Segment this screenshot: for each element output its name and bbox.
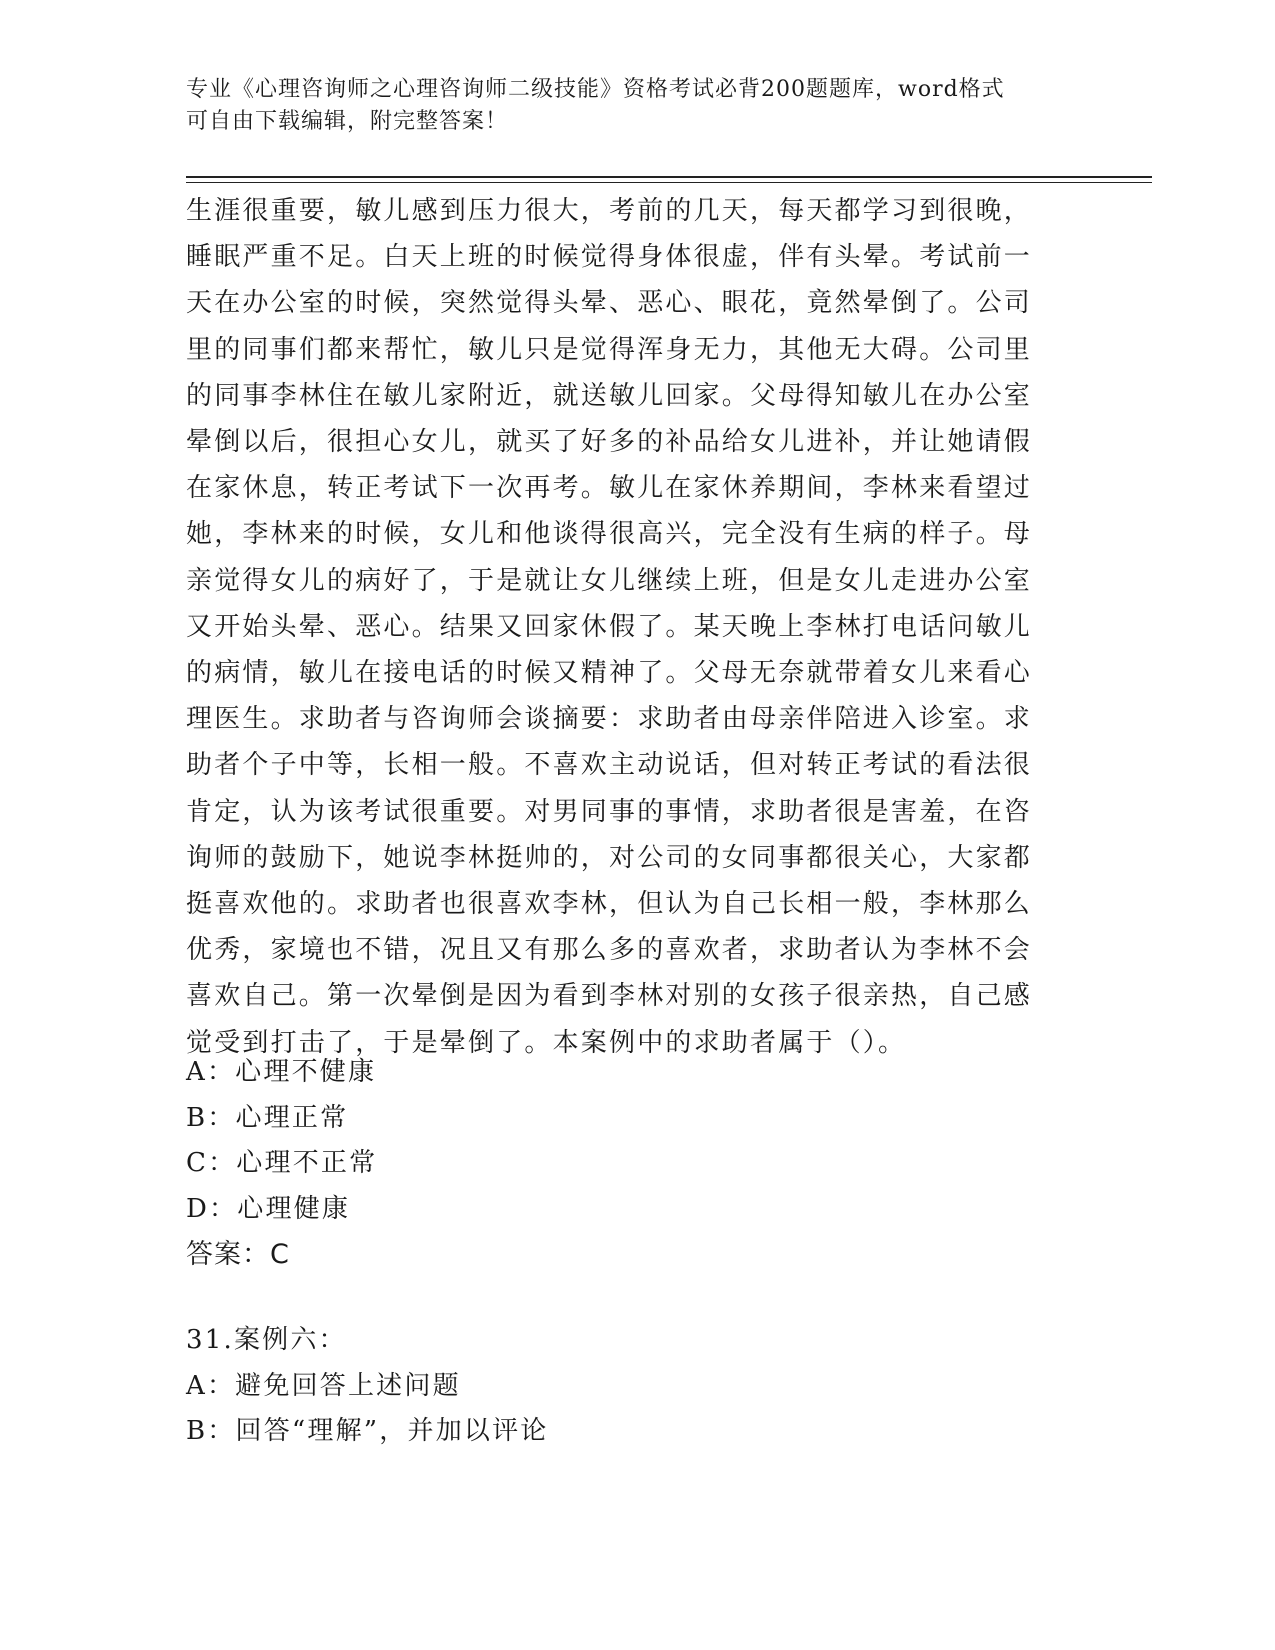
option-c: C：心理不正常: [186, 1148, 378, 1178]
header-line-2: 可自由下载编辑，附完整答案！: [186, 109, 509, 134]
question-line: 询师的鼓励下，她说李林挺帅的，对公司的女同事都很关心，大家都: [186, 842, 1033, 873]
question-line: 里的同事们都来帮忙，敏儿只是觉得浑身无力，其他无大碍。公司里: [186, 334, 1033, 365]
question-line: 优秀，家境也不错，况且又有那么多的喜欢者，求助者认为李林不会: [186, 935, 1033, 966]
question-line: 又开始头晕、恶心。结果又回家休假了。某天晚上李林打电话问敏儿: [186, 611, 1033, 642]
question-line: 的同事李林住在敏儿家附近，就送敏儿回家。父母得知敏儿在办公室: [186, 380, 1033, 411]
question-line: 觉受到打击了，于是晕倒了。本案例中的求助者属于（）。: [186, 1027, 907, 1058]
page-header: [186, 74, 1066, 138]
option-a: A：心理不健康: [186, 1057, 377, 1087]
header-line-1: 专业《心理咨询师之心理咨询师二级技能》资格考试必背200题题库，word格式: [186, 77, 1005, 102]
question-line: 挺喜欢他的。求助者也很喜欢李林，但认为自己长相一般，李林那么: [186, 889, 1033, 920]
question-line: 在家休息，转正考试下一次再考。敏儿在家休养期间，李林来看望过: [186, 473, 1033, 504]
question-line: 理医生。求助者与咨询师会谈摘要：求助者由母亲伴陪进入诊室。求: [186, 704, 1033, 735]
header-rule-thick: [186, 176, 1152, 178]
question-line: 亲觉得女儿的病好了，于是就让女儿继续上班，但是女儿走进办公室: [186, 565, 1033, 596]
question-line: 喜欢自己。第一次晕倒是因为看到李林对别的女孩子很亲热，自己感: [186, 981, 1033, 1012]
question-31: [186, 1318, 1066, 1455]
answer-options: [186, 1050, 1066, 1232]
question-line: 她，李林来的时候，女儿和他谈得很高兴，完全没有生病的样子。母: [186, 519, 1033, 550]
question-31-option-a: A：避免回答上述问题: [186, 1370, 461, 1401]
question-line: 晕倒以后，很担心女儿，就买了好多的补品给女儿进补，并让她请假: [186, 427, 1033, 458]
question-31-option-b: B：回答“理解”，并加以评论: [186, 1416, 549, 1446]
option-b: B：心理正常: [186, 1102, 349, 1133]
question-line: 睡眠严重不足。白天上班的时候觉得身体很虚，伴有头晕。考试前一: [186, 242, 1033, 273]
option-d: D：心理健康: [186, 1193, 351, 1224]
question-line: 的病情，敏儿在接电话的时候又精神了。父母无奈就带着女儿来看心: [186, 658, 1033, 689]
question-line: 天在办公室的时候，突然觉得头晕、恶心、眼花，竟然晕倒了。公司: [186, 288, 1033, 319]
question-text: [186, 188, 1066, 1066]
question-line: 肯定，认为该考试很重要。对男同事的事情，求助者很是害羞，在咨: [186, 796, 1033, 827]
answer-line: 答案：C: [186, 1239, 290, 1270]
question-line: 生涯很重要，敏儿感到压力很大，考前的几天，每天都学习到很晚，: [186, 196, 1033, 226]
question-31-title: 31.案例六：: [186, 1325, 347, 1355]
header-rule-thin: [186, 182, 1152, 183]
question-line: 助者个子中等，长相一般。不喜欢主动说话，但对转正考试的看法很: [186, 750, 1033, 781]
